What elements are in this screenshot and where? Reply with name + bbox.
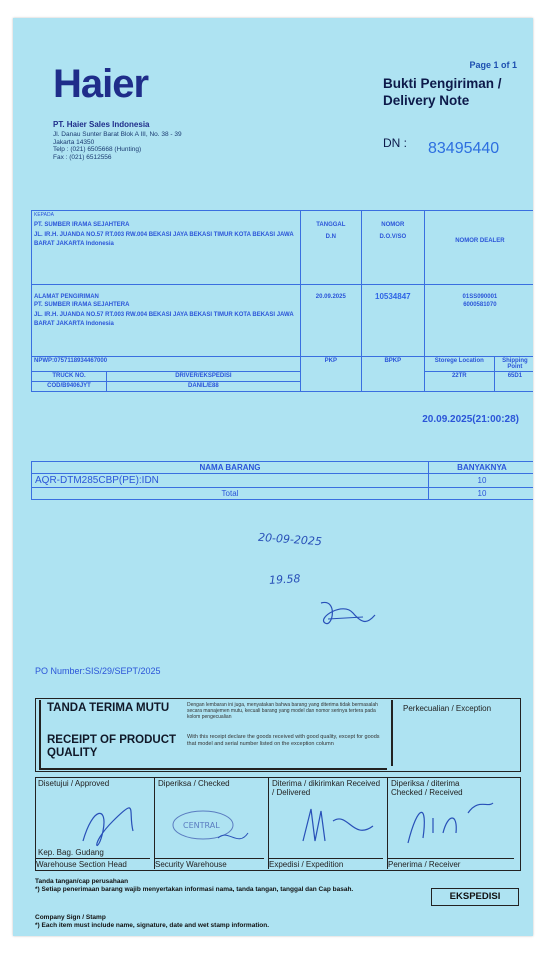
- shipment-table: [31, 210, 533, 392]
- tanggal-header: [300, 211, 361, 285]
- ship-name: PT. SUMBER IRAMA SEJAHTERA: [34, 302, 130, 308]
- driver-value: DANIL/E88: [107, 382, 301, 392]
- signature-divider: [154, 777, 155, 869]
- storage-location-value: 22TR: [424, 372, 494, 392]
- customer-address: JL. IR.H. JUANDA NO.57 RT.003 RW.004 BEKASI JAYA BEKASI TIMUR KOTA BEKASI JAWA BARAT JAKARTA Indonesia: [34, 232, 294, 247]
- npwp-cell: NPWP:0757118934467000: [32, 357, 301, 372]
- company-address: [53, 131, 182, 161]
- alamat-label: ALAMAT PENGIRIMAN: [34, 294, 99, 300]
- stamp-title: Tanda tangan/cap perusahaan: [35, 878, 129, 885]
- warehouse-head-label: Warehouse Section Head: [36, 858, 150, 869]
- dealer-number-cell: [424, 285, 533, 357]
- handwritten-time: 19.58: [268, 572, 301, 587]
- receiver-signature: [398, 793, 508, 853]
- receipt-text-en: With this receipt declare the goods received with good quality, except for goods that model and serial number listed on the exception column: [187, 734, 380, 747]
- do-number-cell: [361, 285, 424, 357]
- pkp-cell: PKP: [300, 357, 361, 392]
- nomor-dealer-header: [424, 211, 533, 285]
- ekspedisi-label: EKSPEDISI: [431, 888, 519, 906]
- truck-no-header: TRUCK NO.: [32, 372, 107, 382]
- dealer-number-1: 01SS090001: [462, 294, 498, 300]
- item-name: AQR-DTM285CBP(PE):IDN: [32, 474, 429, 488]
- driver-header: DRIVER/EKSPEDISI: [107, 372, 301, 382]
- signature-divider: [387, 777, 388, 869]
- company-sign-note: [35, 914, 425, 930]
- svg-text:CENTRAL: CENTRAL: [183, 821, 220, 830]
- receipt-title-en: RECEIPT OF PRODUCT QUALITY: [47, 734, 177, 759]
- title-line-2: Delivery Note: [383, 93, 470, 108]
- address-line: Jakarta 14350: [53, 138, 95, 146]
- storage-location-header: Storege Location: [424, 357, 494, 372]
- haier-logo: Haier: [53, 62, 149, 106]
- do-number: 10534847: [375, 292, 411, 301]
- shipping-point-value: 65D1: [494, 372, 533, 392]
- dealer-number-2: 6000581070: [463, 302, 497, 308]
- print-timestamp: 20.09.2025(21:00:28): [422, 414, 519, 425]
- approved-label: Disetujui / Approved: [38, 779, 110, 788]
- checked-received-label: Diperiksa / diterima Checked / Received: [391, 779, 463, 797]
- table-row: [32, 474, 534, 488]
- document-title: [383, 75, 502, 109]
- kepada-label: KEPADA: [34, 212, 54, 218]
- title-line-1: Bukti Pengiriman /: [383, 76, 502, 91]
- total-label: Total: [32, 488, 429, 500]
- dn-date: 20.09.2025: [315, 294, 346, 300]
- approved-signature: [73, 801, 143, 851]
- total-qty: 10: [429, 488, 534, 500]
- tanggal-label: TANGGAL: [316, 222, 346, 228]
- nomor-dealer-label: NOMOR DEALER: [455, 238, 505, 244]
- signature-divider: [268, 777, 269, 869]
- company-sign-title: Company Sign / Stamp: [35, 914, 106, 921]
- date-cell: [300, 285, 361, 357]
- handwritten-date: 20-09-2025: [257, 530, 323, 549]
- exception-divider: [391, 700, 393, 766]
- items-qty-header: BANYAKNYA: [429, 462, 534, 474]
- item-qty: 10: [429, 474, 534, 488]
- shipping-address-cell: [32, 285, 301, 357]
- stamp-text: *) Setiap penerimaan barang wajib menyertakan informasi nama, tanda tangan, tanggal dan Cap basah.: [35, 886, 354, 893]
- customer-cell: [32, 211, 301, 285]
- dovso-label: D.O.V/SO: [379, 234, 407, 240]
- truck-no-value: COD/B9406JYT: [32, 382, 107, 392]
- dn-label: DN :: [383, 136, 407, 150]
- receipt-title-id: TANDA TERIMA MUTU: [47, 702, 170, 714]
- handwritten-signature: [313, 593, 383, 638]
- dn-number: 83495440: [428, 140, 500, 157]
- items-name-header: NAMA BARANG: [32, 462, 429, 474]
- warehouse-stamp: [163, 803, 258, 853]
- fax-line: Fax : (021) 6512556: [53, 153, 112, 161]
- nomor-header: [361, 211, 424, 285]
- expedition-label: Expedisi / Expedition: [269, 858, 383, 869]
- total-row: [32, 488, 534, 500]
- items-table: [31, 461, 533, 500]
- bpkp-cell: BPKP: [361, 357, 424, 392]
- stamp-note: [35, 878, 425, 894]
- kep-bag-gudang-label: Kep. Bag. Gudang: [38, 848, 104, 857]
- company-sign-text: *) Each item must include name, signature, date and wet stamp information.: [35, 922, 270, 929]
- customer-name: PT. SUMBER IRAMA SEJAHTERA: [34, 222, 130, 228]
- company-name: PT. Haier Sales Indonesia: [53, 120, 150, 129]
- checked-label: Diperiksa / Checked: [158, 779, 230, 788]
- security-warehouse-label: Security Warehouse: [155, 858, 264, 869]
- received-delivered-label: Diterima / dikirimkan Received / Delivered: [272, 779, 381, 797]
- phone-line: Telp : (021) 6505668 (Hunting): [53, 146, 142, 153]
- po-number: PO Number:SIS/29/SEPT/2025: [35, 666, 161, 676]
- nomor-label: NOMOR: [381, 222, 405, 228]
- delivery-note-paper: [13, 18, 533, 936]
- exception-label: Perkecualian / Exception: [403, 704, 492, 713]
- expedition-signature: [293, 801, 383, 856]
- ship-address: JL. IR.H. JUANDA NO.57 RT.003 RW.004 BEKASI JAYA BEKASI TIMUR KOTA BEKASI JAWA BARAT JAKARTA Indonesia: [34, 312, 294, 327]
- shipping-point-header: Shipping Point: [494, 357, 533, 372]
- page-indicator: Page 1 of 1: [469, 60, 517, 70]
- dn-col-label: D.N: [325, 234, 336, 240]
- address-line: Jl. Danau Sunter Barat Blok A III, No. 38 - 39: [53, 131, 182, 138]
- receiver-label: Penerima / Receiver: [388, 858, 514, 869]
- receipt-text-id: Dengan lembaran ini juga, menyatakan bahwa barang yang diterima tidak bermasalah secara manajemen mutu, kecuali barang yang model dan nomor serinya tertera pada kolom pengecualian: [187, 702, 378, 720]
